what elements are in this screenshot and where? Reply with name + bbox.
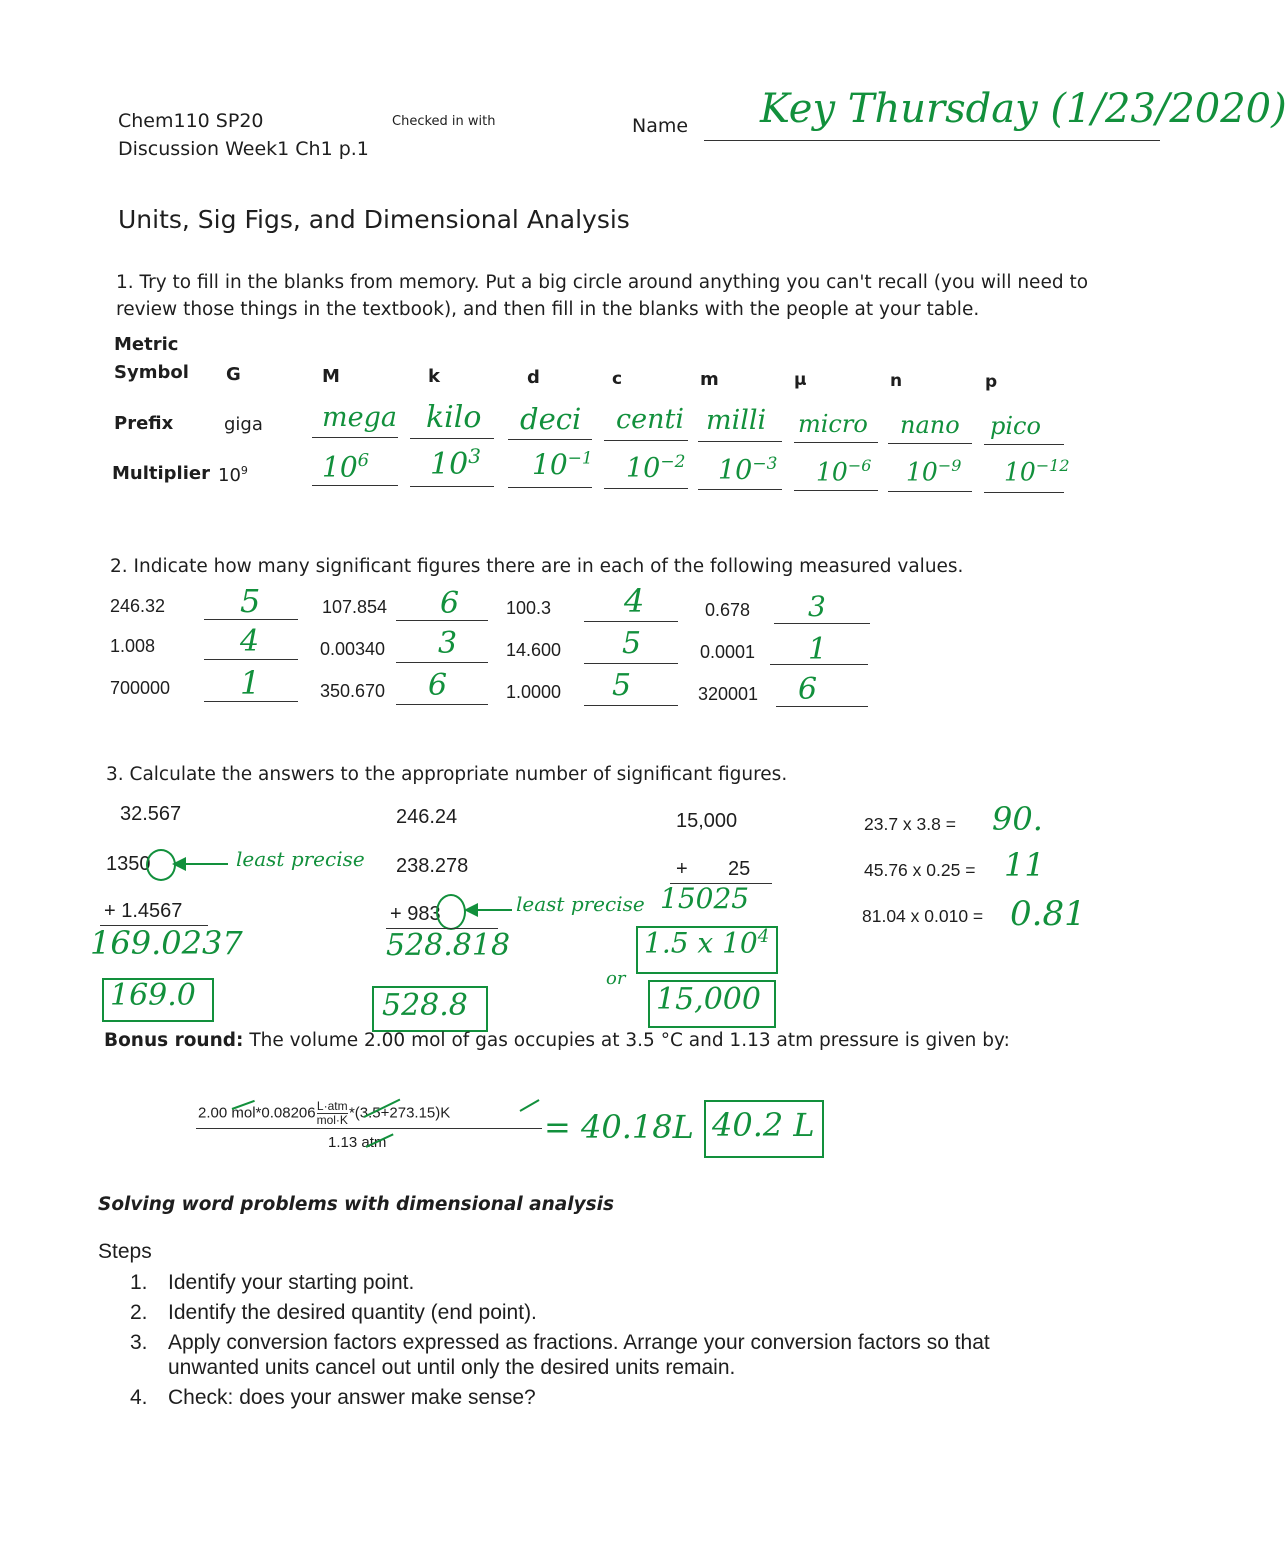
symbol-milli: m <box>700 369 719 390</box>
answer-prefix-kilo: kilo <box>426 400 482 435</box>
answer-mult-micro: $10^{-6}$ <box>816 456 872 487</box>
blank-mult-pico <box>984 492 1064 493</box>
q2-answer: 6 <box>428 668 448 703</box>
q3-col3-b: 25 <box>728 858 751 880</box>
q3-col1-raw: 169.0237 <box>90 924 243 962</box>
q3-col1-final: 169.0 <box>110 978 196 1013</box>
answer-prefix-deci: deci <box>520 402 582 436</box>
answer-mult-milli: $10^{-3}$ <box>718 454 778 486</box>
blank-prefix-micro <box>794 442 878 443</box>
q3-col2-b: 238.278 <box>396 855 469 877</box>
prefix-giga: giga <box>224 414 263 435</box>
q3-col3-a: 15,000 <box>676 810 738 832</box>
q3-col2-a: 246.24 <box>396 806 458 828</box>
symbol-centi: c <box>612 369 623 389</box>
step-item: 4. Check: does your answer make sense? <box>130 1386 536 1409</box>
bonus-denominator: 1.13 atm <box>328 1134 387 1151</box>
answer-mult-mega: $10^6$ <box>322 450 370 484</box>
q2-answer: 1 <box>240 664 261 702</box>
q2-value: 14.600 <box>506 640 562 660</box>
q2-blank <box>396 704 488 705</box>
blank-prefix-milli <box>698 441 782 442</box>
q3-col3-plus: + <box>676 858 688 880</box>
q2-value: 0.00340 <box>320 639 386 659</box>
q2-value: 0.678 <box>705 600 751 620</box>
cancel-mark <box>520 1099 540 1112</box>
circle-mark <box>436 894 466 930</box>
blank-mult-centi <box>604 488 688 489</box>
blank-mult-deci <box>508 487 592 488</box>
fraction-bar <box>196 1128 542 1129</box>
q1-prompt-line1: 1. Try to fill in the blanks from memory. Put a big circle around anything you can't recall (you will need to <box>116 272 1089 293</box>
q2-value: 246.32 <box>110 596 166 616</box>
page-title: Units, Sig Figs, and Dimensional Analysis <box>118 205 630 234</box>
q2-answer: 3 <box>808 590 826 623</box>
symbol-mega: M <box>322 366 340 387</box>
q3-col4-answer: 0.81 <box>1010 894 1086 934</box>
symbol-kilo: k <box>428 366 440 387</box>
q1-prompt-line2: review those things in the textbook), and then fill in the blanks with the people at your table. <box>116 299 980 320</box>
bonus-raw: = 40.18L <box>544 1108 694 1146</box>
answer-prefix-centi: centi <box>616 404 684 435</box>
symbol-deci: d <box>527 367 540 388</box>
blank-mult-nano <box>888 491 972 492</box>
q3-col2-least-note: least precise <box>516 892 645 916</box>
q2-blank <box>584 705 678 706</box>
q2-value: 1.0000 <box>506 682 562 702</box>
answer-mult-centi: $10^{-2}$ <box>626 452 686 484</box>
blank-prefix-pico <box>984 444 1064 445</box>
symbol-pico: p <box>985 372 998 392</box>
q2-answer: 3 <box>438 626 458 661</box>
symbol-nano: n <box>890 371 903 391</box>
symbol-micro: μ <box>794 370 807 390</box>
blank-prefix-deci <box>508 439 592 440</box>
q3-prompt: 3. Calculate the answers to the appropriate number of significant figures. <box>106 764 788 785</box>
checked-in-label: Checked in with <box>392 114 496 129</box>
q3-col3-final: 1.5 x $10^4$ <box>644 926 770 960</box>
q2-answer: 1 <box>808 632 828 667</box>
word-problems-heading: Solving word problems with dimensional analysis <box>98 1194 615 1215</box>
q2-prompt: 2. Indicate how many significant figures there are in each of the following measured values. <box>110 556 964 577</box>
step-item: 1. Identify your starting point. <box>130 1271 415 1294</box>
q3-col4-expr: 81.04 x 0.010 = <box>862 906 984 926</box>
arrow-icon <box>174 863 228 865</box>
q2-answer: 5 <box>240 582 261 620</box>
q2-value: 320001 <box>698 684 759 704</box>
bonus-numerator: 2.00 mol*0.08206 L·atm mol·K *(3.5+273.15)K <box>198 1099 451 1127</box>
q2-value: 700000 <box>110 678 171 698</box>
q2-blank <box>584 621 678 622</box>
q2-answer: 4 <box>624 582 645 620</box>
symbol-label: Symbol <box>114 362 189 383</box>
answer-mult-deci: $10^{-1}$ <box>532 448 593 481</box>
q3-col1-a: 32.567 <box>120 803 182 825</box>
q3-col2-final: 528.8 <box>382 988 468 1023</box>
q2-answer: 6 <box>798 672 818 707</box>
symbol-giga: G <box>226 364 241 385</box>
q3-col2-c: + 983 <box>390 903 441 925</box>
blank-mult-micro <box>794 490 878 491</box>
blank-prefix-centi <box>604 440 688 441</box>
name-underline <box>704 140 1160 141</box>
q3-col3-raw: 15025 <box>660 882 750 915</box>
bonus-line: Bonus round: The volume 2.00 mol of gas occupies at 3.5 °C and 1.13 atm pressure is given by: <box>104 1030 1010 1051</box>
q3-col3-final-alt: 15,000 <box>656 982 761 1017</box>
q2-blank <box>776 706 868 707</box>
multiplier-giga: $10^9$ <box>218 464 248 486</box>
blank-mult-kilo <box>410 486 494 487</box>
answer-prefix-pico: pico <box>990 412 1041 440</box>
step-item: 2. Identify the desired quantity (end point). <box>130 1301 537 1324</box>
blank-prefix-mega <box>312 437 398 438</box>
blank-prefix-nano <box>888 443 972 444</box>
blank-mult-mega <box>312 485 398 486</box>
name-label: Name <box>632 115 689 137</box>
q2-answer: 4 <box>240 624 260 659</box>
q2-value: 350.670 <box>320 681 386 701</box>
prefix-label: Prefix <box>114 413 174 434</box>
bonus-final: 40.2 L <box>712 1106 815 1144</box>
q2-answer: 5 <box>622 626 642 661</box>
q3-col1-c: + 1.4567 <box>104 900 183 922</box>
answer-prefix-nano: nano <box>900 411 960 439</box>
answer-mult-pico: $10^{-12}$ <box>1004 456 1070 487</box>
q2-value: 107.854 <box>322 597 388 617</box>
steps-label: Steps <box>98 1240 152 1263</box>
q3-col4-answer: 11 <box>1004 846 1045 884</box>
q2-blank <box>774 623 870 624</box>
answer-prefix-micro: micro <box>798 410 868 438</box>
discussion-label: Discussion Week1 Ch1 p.1 <box>118 138 369 160</box>
q3-col3-or: or <box>606 968 626 989</box>
blank-prefix-kilo <box>410 438 494 439</box>
q2-blank <box>396 662 488 663</box>
q2-value: 1.008 <box>110 636 156 656</box>
q3-col2-raw: 528.818 <box>386 928 511 963</box>
q2-blank <box>584 663 678 664</box>
multiplier-label: Multiplier <box>112 463 210 484</box>
q2-answer: 6 <box>440 586 460 621</box>
answer-prefix-mega: mega <box>322 402 397 433</box>
q2-answer: 5 <box>612 668 632 703</box>
course-label: Chem110 SP20 <box>118 110 264 132</box>
q3-col1-b: 1350 <box>106 853 151 875</box>
q3-col1-least-note: least precise <box>236 847 365 871</box>
answer-prefix-milli: milli <box>706 405 767 436</box>
answer-mult-nano: $10^{-9}$ <box>906 456 962 487</box>
blank-mult-milli <box>698 489 782 490</box>
q2-blank <box>204 659 298 660</box>
answer-mult-kilo: $10^3$ <box>430 444 481 482</box>
q2-value: 0.0001 <box>700 642 756 662</box>
name-value: Key Thursday (1/23/2020) <box>760 86 1287 132</box>
steps-list <box>130 1270 1060 1415</box>
q2-value: 100.3 <box>506 598 552 618</box>
circled-digit: 0 <box>139 853 151 875</box>
metric-label: Metric <box>114 334 179 355</box>
q3-col4-expr: 45.76 x 0.25 = <box>864 860 976 880</box>
arrow-icon <box>466 909 512 911</box>
q3-col4-answer: 90. <box>992 800 1043 838</box>
step-item: 3. Apply conversion factors expressed as fractions. Arrange your conversion factors so that unwanted units cancel out until only the desired units remain. <box>130 1331 990 1379</box>
q3-col4-expr: 23.7 x 3.8 = <box>864 814 956 834</box>
